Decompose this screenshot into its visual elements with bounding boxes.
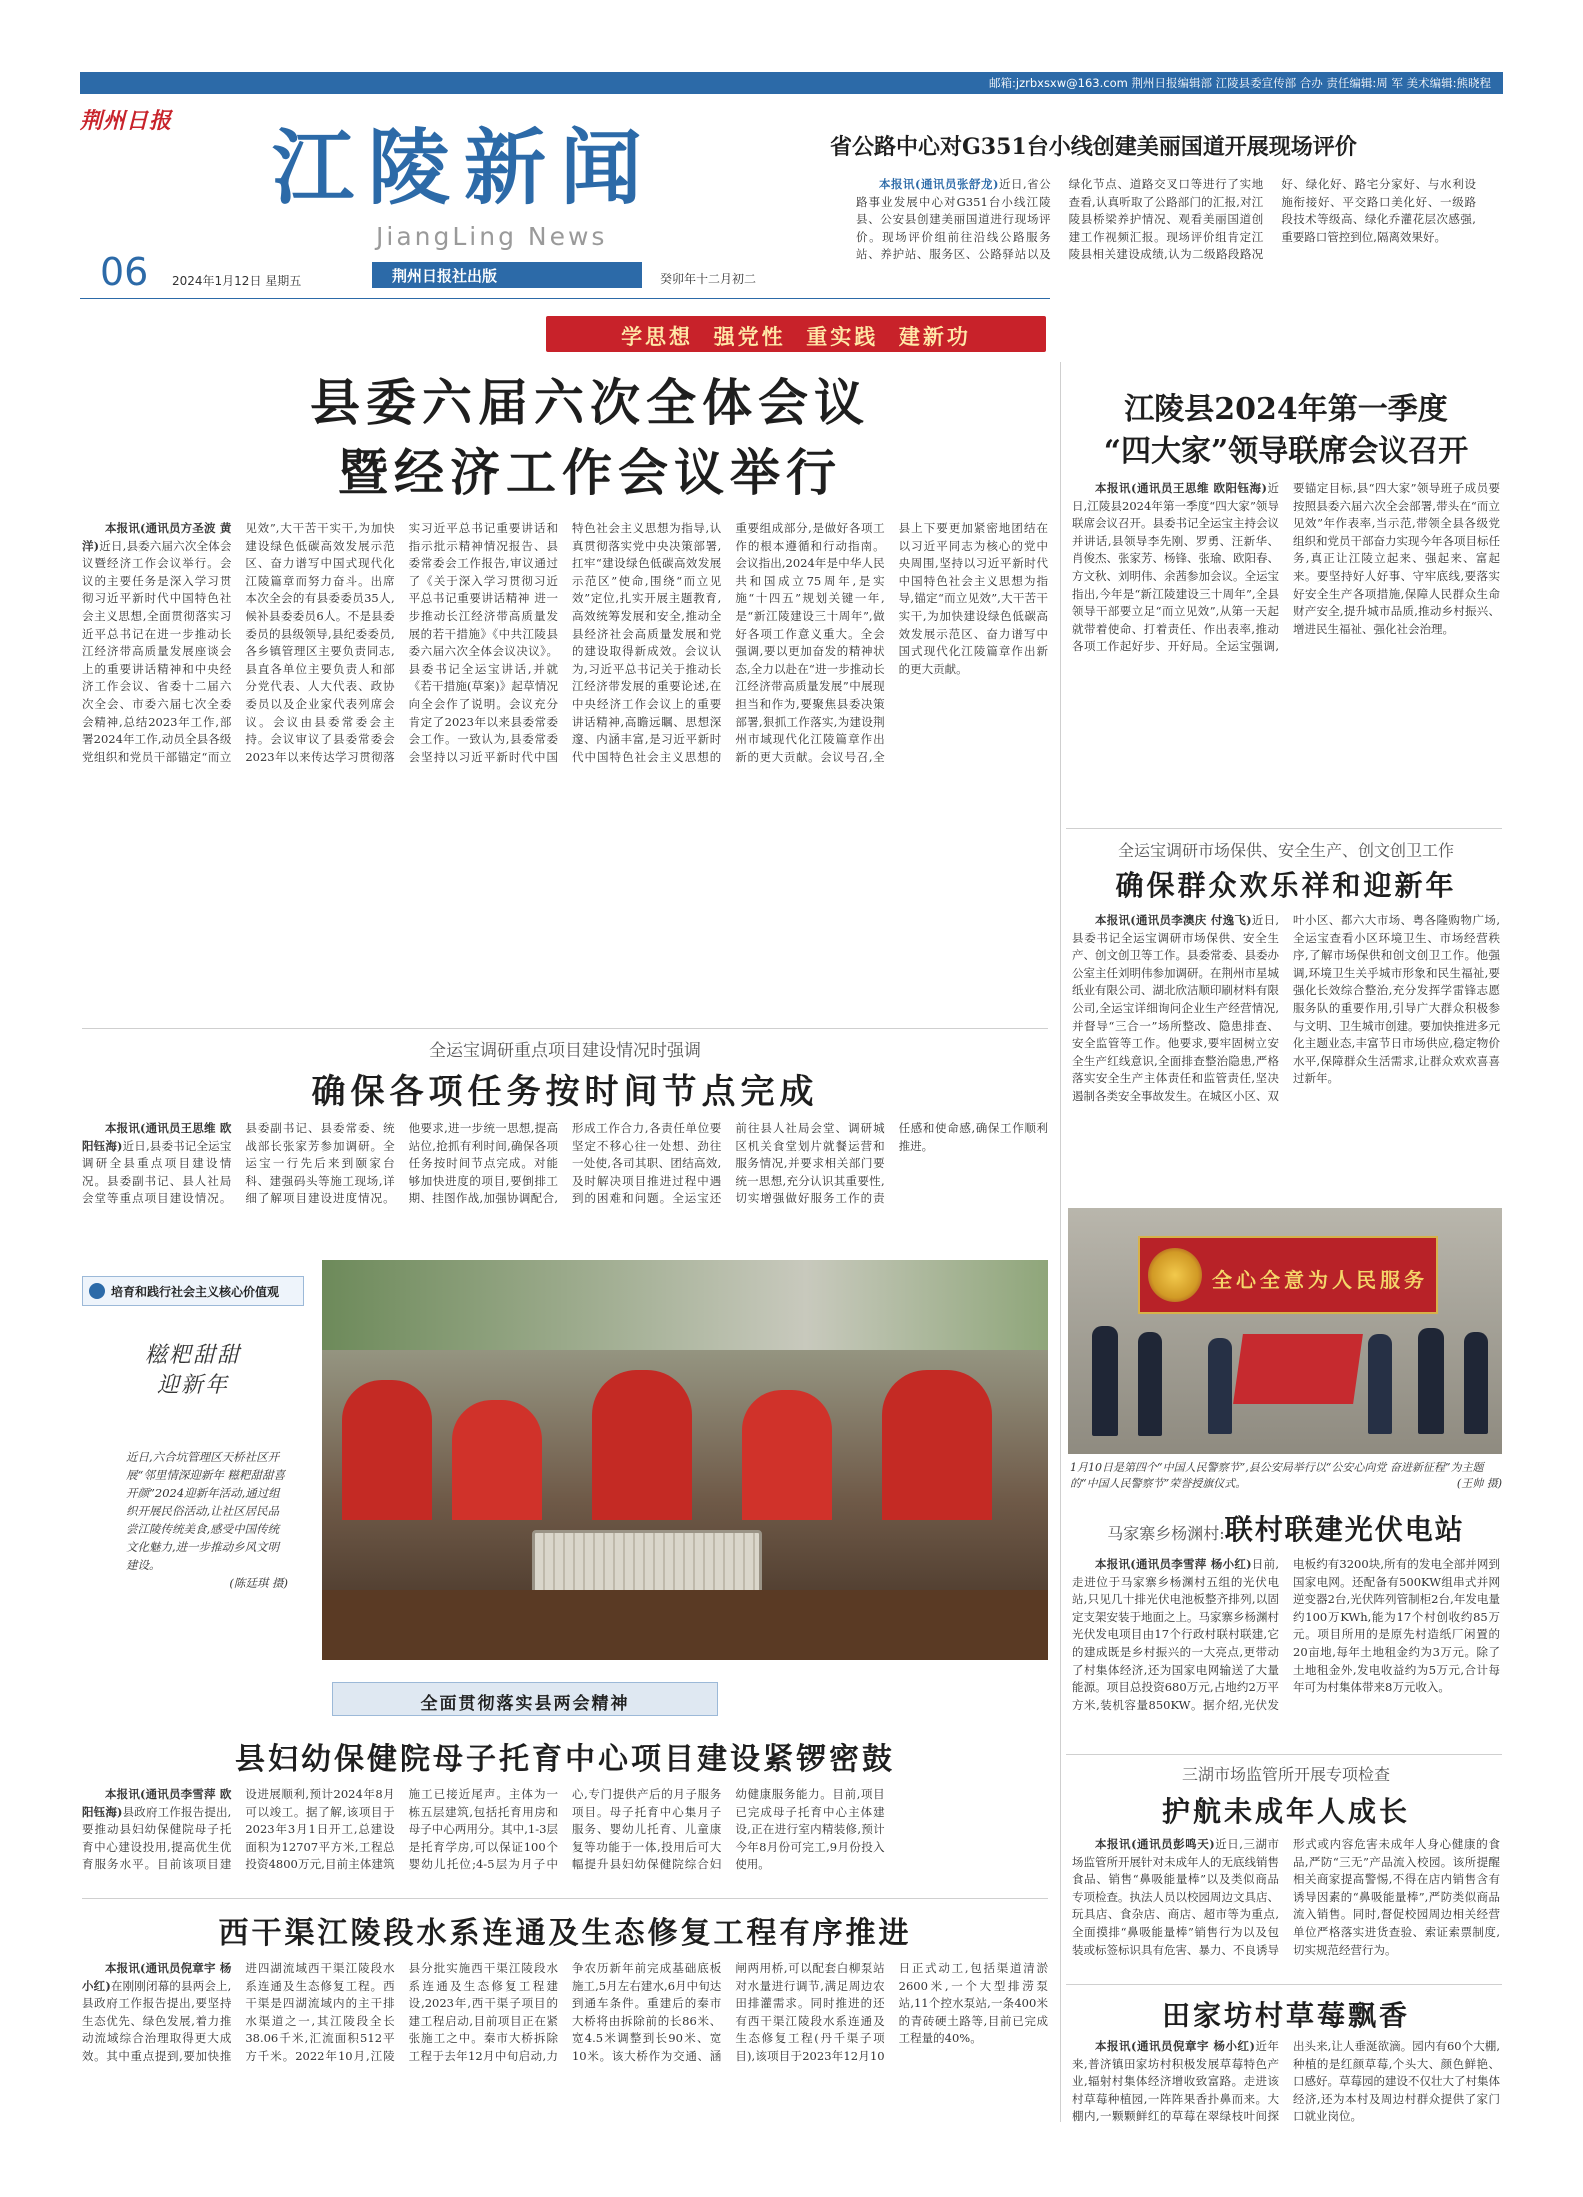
solar-text: 日前,走进位于马家寨乡杨渊村五组的光伏电站,只见几十排光伏电池板整齐排列,以固定支架安装于地面之上。马家寨乡杨渊村光伏发电项目由17个行政村联村联建,它的建成既是乡村振兴的一大亮点,更带动了村集体经济,还为国家电网输送了大量能源。项目总投资680万元,占地约2万平方米,装机容量850KW。据介绍,光伏发电板约有3200块,所有的发电全部并网到国家电网。还配备有500KW组串式并网逆变器2台,光伏阵列管制柜2台,年发电量约100万KWh,能为17个村创收约85万元。项目所用的是原先村造纸厂闲置的20亩地,每年土地租金约为3万元。除了土地租金外,发电收益约为5万元,合计每年可为村集体带来8万元收入。 <box>1072 1557 1500 1712</box>
volunteer-4 <box>742 1390 832 1520</box>
theme-banner <box>546 316 1046 352</box>
right-lead-title-line1: 江陵县2024年第一季度 <box>1124 392 1448 427</box>
key-projects-text: 近日,县委书记全运宝调研全县重点项目建设情况。县委副书记、县人社局会堂等重点项目建设情况。县委副书记、县委常委、统战部长张家芳参加调研。全运宝一行先后来到颐家台科、建强码头等施工现场,详细了解项目建设进度情况。他要求,进一步统一思想,提高站位,抢抓有利时间,确保各项任务按时间节点完成。对能够加快进度的项目,要倒排工期、挂图作战,加强协调配合,形成工作合力,各责任单位要坚定不移心往一处想、劲往一处使,各司其职、团结高效,及时解决项目推进过程中遇到的困难和问题。全运宝还前往县人社局会堂、调研城区机关食堂划片就餐运营和服务情况,并要求相关部门要统一思想,充分认识其重要性,切实增强做好服务工作的责任感和使命感,确保工作顺利推进。 <box>82 1121 1048 1206</box>
maternal-text: 县政府工作报告提出,要推动县妇幼保健院母子托育中心建设投用,提高优生优育服务水平。目前该项目建设进展顺利,预计2024年8月可以竣工。据了解,该项目于2023年3月1日开工,总建设面积为12707平方米,工程总投资4800万元,目前主体建筑施工已接近尾声。主体为一栋五层建筑,包括托育用房和母子中心两用分。其中,1-3层是托育学房,可以保证100个婴幼儿托位;4-5层为月子中心,专门提供产后的月子服务项目。母子托育中心集月子服务、婴幼儿托育、儿童康复等功能于一体,投用后可大幅提升县妇幼保健院综合妇幼健康服务能力。目前,项目已完成母子托育中心主体建设,正在进行室内精装修,预计今年8月份可完工,9月份投入使用。 <box>82 1787 885 1872</box>
key-projects-body <box>82 1120 1048 1258</box>
police-caption-text: 1月10日是第四个“中国人民警察节”,县公安局举行以“公安心向党 奋进新征程”为主题的“中国人民警察节”荣誉授旗仪式。 <box>1070 1461 1484 1490</box>
key-projects-byline: 本报讯(通讯员王思维 欧阳钰海) <box>82 1121 232 1153</box>
solar-headline <box>1066 1508 1506 1548</box>
police-flag <box>1233 1334 1363 1404</box>
solar-byline: 本报讯(通讯员李雪萍 杨小红) <box>1095 1557 1252 1571</box>
values-caption-credit: (陈廷琪 摄) <box>229 1576 288 1590</box>
strawberry-text: 近年来,普济镇田家坊村积极发展草莓特色产业,辐射村集体经济增收致富路。走进该村草莓种植园,一阵阵果香扑鼻而来。大棚内,一颗颗鲜红的草莓在翠绿枝叶间探出头来,让人垂涎欲滴。园内有60个大棚,种植的是红颜草莓,个头大、颜色鲜艳、口感好。草莓园的建设不仅壮大了村集体经济,还为本村及周边村群众提供了家门口就业岗位。 <box>1072 2039 1500 2124</box>
values-title-line2: 迎新年 <box>156 1373 229 1398</box>
police-officer-3 <box>1208 1338 1232 1434</box>
volunteer-5 <box>882 1370 992 1520</box>
volunteer-group <box>322 1350 1048 1520</box>
publisher-bar <box>372 262 642 288</box>
masthead-rule <box>80 298 1050 299</box>
issue-date: 2024年1月12日 星期五 <box>172 274 302 288</box>
festival-body <box>1072 912 1500 1204</box>
page-number: 06 <box>100 250 149 294</box>
divider-strawberry <box>1066 1984 1502 1985</box>
volunteer-1 <box>342 1380 432 1520</box>
solar-body <box>1072 1556 1500 1746</box>
wooden-table <box>322 1590 1048 1660</box>
top-article-title: 省公路中心对G351台小线创建美丽国道开展现场评价 <box>830 134 1357 160</box>
core-values-tag <box>82 1276 304 1306</box>
values-caption-text: 近日,六合坑管理区天桥社区开展“邻里情深迎新年 糍粑甜甜喜开颜”2024迎新年活动,通过组织开展民俗活动,让社区居民品尝江陵传统美食,感受中国传统文化魅力,进一步推动乡风文明建设。 <box>126 1450 286 1572</box>
kids-title: 护航未成年人成长 <box>1161 1795 1410 1828</box>
police-caption-credit: (王帅 摄) <box>1456 1477 1502 1490</box>
core-values-tag-text: 培育和践行社会主义核心价值观 <box>111 1285 280 1299</box>
divider-canal <box>82 1898 1048 1899</box>
kids-byline: 本报讯(通讯员彭鸣天) <box>1095 1837 1215 1851</box>
divider-key-projects <box>82 1028 1048 1029</box>
page-title-english: JiangLing News <box>376 222 608 251</box>
top-info-text: 邮箱:jzrbxsxw@163.com 荆州日报编辑部 江陵县委宣传部 合办 责任编辑:周 军 美术编辑:熊晓程 <box>989 76 1491 90</box>
solar-kicker: 马家寨乡杨渊村: <box>1107 1524 1225 1543</box>
theme-banner-text: 学思想 强党性 重实践 建新功 <box>621 324 971 349</box>
right-lead-title-line2: “四大家”领导联席会议召开 <box>1103 434 1469 469</box>
police-officer-5 <box>1418 1328 1444 1434</box>
police-emblem-icon <box>1148 1248 1202 1302</box>
paper-logo: 荆州日报 <box>80 108 173 134</box>
rice-cake-photo <box>322 1260 1048 1660</box>
core-values-box <box>82 1272 304 1652</box>
festival-text: 近日,县委书记全运宝调研市场保供、安全生产、创文创卫等工作。县委常委、县委办公室主任刘明伟参加调研。在荆州市星城纸业有限公司、湖北欣洁顺印刷材料有限公司,全运宝详细询问企业生产经营情况,并督导“三合一”场所整改、隐患排查、安全监管等工作。他要求,要牢固树立安全生产红线意识,全面排查整治隐患,严格落实安全生产主体责任和监管责任,坚决遏制各类安全事故发生。在城区小区、双叶小区、都六大市场、粤各隆购物广场,全运宝查看小区环境卫生、市场经营秩序,了解市场保供和创文创卫工作。他强调,环境卫生关乎城市形象和民生福祉,要强化长效综合整治,充分发挥学雷锋志愿服务队的重要作用,引导广大群众积极参与文明、卫生城市创建。要加快推进多元化主题业态,丰富节日市场供应,稳定物价水平,保障群众生活需求,让群众欢欢喜喜过新年。 <box>1072 913 1500 1103</box>
police-banner-text: 全心全意为人民服务 <box>1212 1268 1428 1292</box>
photo-background-trees <box>322 1260 1048 1350</box>
publisher-label: 荆州日报社出版 <box>392 267 498 285</box>
lead-text: 近日,县委六届六次全体会议暨经济工作会议举行。会议的主要任务是深入学习贯彻习近平新时代中国特色社会主义思想,全面贯彻落实习近平总书记在进一步推动长江经济带高质量发展座谈会上的重要讲话精神和中央经济工作会议、省委十二届六次全会、市委六届七次全委会精神,总结2023年工作,部署2024年工作,动员全县各级党组织和党员干部锚定“而立见效”,大干苦干实干,为加快建设绿色低碳高效发展示范区、奋力谱写中国式现代化江陵篇章而努力奋斗。出席本次全会的有县委委员35人,候补县委委员6人。不是县委委员的县级领导,县纪委委员,各乡镇管理区主要负责同志,县直各单位主要负责人和部分党代表、人大代表、政协委员以及企业家代表列席会议。会议由县委常委会主持。会议审议了县委常委会2023年以来传达学习贯彻落实习近平总书记重要讲话和指示批示精神情况报告、县委常委会工作报告,审议通过了《关于深入学习贯彻习近平总书记重要讲话精神 进一步推动长江经济带高质量发展的若干措施》《中共江陵县委六届六次全体会议决议》。县委书记全运宝讲话,并就《若干措施(草案)》起草情况向全会作了说明。会议充分肯定了2023年以来县委常委会工作。一致认为,县委常委会坚持以习近平新时代中国特色社会主义思想为指导,认真贯彻落实党中央决策部署,扛牢“建设绿色低碳高效发展示范区”使命,围绕“而立见效”定位,扎实开展主题教育,高效统筹发展和安全,推动全县经济社会高质量发展和党的建设取得新成效。会议认为,习近平总书记关于推动长江经济带发展的重要论述,在中央经济工作会议上的重要讲话精神,高瞻远瞩、思想深邃、内涵丰富,是习近平新时代中国特色社会主义思想的重要组成部分,是做好各项工作的根本遵循和行动指南。会议指出,2024年是中华人民共和国成立75周年,是实施“十四五”规划关键一年,是“新江陵建设三十周年”,做好各项工作意义重大。全会强调,要以更加奋发的精神状态,全力以赴在“进一步推动长江经济带高质量发展”中展现担当和作为,要聚焦县委决策部署,狠抓工作落实,为建设荆州市域现代化江陵篇章作出新的更大贡献。会议号召,全县上下要更加紧密地团结在以习近平同志为核心的党中央周围,坚持以习近平新时代中国特色社会主义思想为指导,锚定“而立见效”,大干苦干实干,为加快建设绿色低碳高效发展示范区、奋力谱写中国式现代化江陵篇章作出新的更大贡献。 <box>82 521 1048 764</box>
strawberry-title: 田家坊村草莓飘香 <box>1161 1999 1410 2032</box>
maternal-byline: 本报讯(通讯员李雪萍 欧阳钰海) <box>82 1787 232 1819</box>
festival-title: 确保群众欢乐祥和迎新年 <box>1115 869 1457 902</box>
values-caption <box>126 1448 288 1592</box>
key-projects-kicker: 全运宝调研重点项目建设情况时强调 <box>429 1041 701 1061</box>
canal-title: 西干渠江陵段水系连通及生态修复工程有序推进 <box>218 1916 912 1951</box>
strawberry-byline: 本报讯(通讯员倪章宇 杨小红) <box>1095 2039 1255 2053</box>
divider-festival <box>1066 828 1502 829</box>
right-lead-body <box>1072 480 1500 844</box>
top-article-text: 近日,省公路事业发展中心对G351台小线江陵县、公安县创建美丽国道进行现场评价。现场评价组前往沿线公路服务站、养护站、服务区、公路驿站以及绿化节点、道路交叉口等进行了实地查看,认真听取了公路部门的汇报,对江陵县桥梁养护情况、观看美丽国道创建工作视频汇报。现场评价组肯定江陵县相关建设成绩,认为二级路段路况好、绿化好、路宅分家好、与水利设施衔接好、平交路口美化好、一级路段技术等级高、绿化乔灌花层次感强,重要路口管控到位,隔离效果好。 <box>856 177 1476 262</box>
festival-kicker: 全运宝调研市场保供、安全生产、创文创卫工作 <box>1117 841 1454 860</box>
canal-text: 在刚刚闭幕的县两会上,县政府工作报告提出,要坚持生态优先、绿色发展,着力推动流域综合治理取得更大成效。其中重点提到,要加快推进四湖流域西干渠江陵段水系连通及生态修复工程。西干渠是四湖流域内的主干排水渠道之一,其江陵段全长38.06千米,汇流面积512平方千米。2022年10月,江陵县分批实施西干渠江陵段水系连通及生态修复工程建设,2023年,西干渠子项目的建工程启动,目前项目正在紧张施工之中。秦市大桥拆除工程于去年12月中旬启动,力争农历新年前完成基础底板施工,5月左右建水,6月中旬达到通车条件。重建后的秦市大桥将由拆除前的长86米、宽4.5米调整到长90米、宽10米。该大桥作为交通、涵闸两用桥,可以配套白柳泵站对水量进行调节,满足周边农田排灌需求。同时推进的还有西干渠江陵段水系连通及生态修复工程(丹千渠子项目),该项目于2023年12月10日正式动工,包括渠道清淤2600米,一个大型排涝泵站,11个控水泵站,一条400米的青砖硬土路等,目前已完成工程量的40%。 <box>82 1961 1048 2063</box>
top-info-bar <box>80 72 1503 94</box>
strawberry-body <box>1072 2038 1500 2158</box>
kids-body <box>1072 1836 1500 1978</box>
top-article-body <box>856 176 1476 280</box>
police-ceremony-photo <box>1068 1208 1502 1454</box>
lunar-date: 癸卯年十二月初二 <box>660 272 757 286</box>
volunteer-3 <box>592 1370 692 1520</box>
police-officer-4 <box>1368 1334 1392 1434</box>
values-title-line1: 糍粑甜甜 <box>144 1343 241 1368</box>
police-officer-6 <box>1464 1332 1488 1434</box>
canal-byline: 本报讯(通讯员倪章宇 杨小红) <box>82 1961 232 1993</box>
canal-body <box>82 1960 1048 2156</box>
police-photo-caption <box>1070 1460 1502 1492</box>
festival-byline: 本报讯(通讯员李澳庆 付逸飞) <box>1095 913 1252 927</box>
page-title: 江陵新闻 <box>272 120 657 216</box>
two-sessions-banner <box>332 1682 718 1716</box>
top-article-byline: 本报讯(通讯员张舒龙) <box>879 177 999 191</box>
key-projects-title: 确保各项任务按时间节点完成 <box>311 1072 819 1112</box>
maternal-body <box>82 1786 1048 1890</box>
core-values-tag-icon <box>89 1283 105 1299</box>
maternal-title: 县妇幼保健院母子托育中心项目建设紧锣密鼓 <box>235 1742 895 1777</box>
solar-title: 联村联建光伏电站 <box>1224 1513 1465 1546</box>
police-banner-backdrop <box>1138 1236 1438 1314</box>
lead-byline: 本报讯(通讯员方圣波 黄洋) <box>82 521 232 553</box>
police-officer-1 <box>1092 1326 1118 1436</box>
kids-text: 近日,三湖市场监管所开展针对未成年人的无底线销售食品、销售“鼻吸能量棒”以及类似商品专项检查。执法人员以校园周边文具店、玩具店、食杂店、商店、超市等为重点,全面摸排“鼻吸能量棒”销售行为以及包装或标签标识具有危害、暴力、不良诱导形式或内容危害未成年人身心健康的食品,严防“三无”产品流入校园。该所提醒相关商家提高警惕,不得在店内销售含有诱导因素的“鼻吸能量棒”,严防类似商品流入销售。同时,督促校园周边相关经营单位严格落实进货查验、索证索票制度,切实规范经营行为。 <box>1072 1837 1500 1957</box>
lead-title-line2: 暨经济工作会议举行 <box>338 443 842 502</box>
right-lead-byline: 本报讯(通讯员王思维 欧阳钰海) <box>1095 481 1267 495</box>
lead-title-line1: 县委六届六次全体会议 <box>310 373 870 432</box>
divider-kids <box>1066 1754 1502 1755</box>
kids-kicker: 三湖市场监管所开展专项检查 <box>1181 1765 1390 1784</box>
column-divider-right <box>1060 362 1061 2122</box>
volunteer-2 <box>452 1400 542 1520</box>
police-officer-2 <box>1138 1332 1162 1436</box>
two-sessions-banner-text: 全面贯彻落实县两会精神 <box>420 1694 630 1714</box>
lead-article-body <box>82 520 1048 1020</box>
right-lead-text: 近日,江陵县2024年第一季度“四大家”领导联席会议召开。县委书记全运宝主持会议并讲话,县领导李先刚、罗勇、汪新华、肖俊杰、张家芳、杨锋、张瑜、欧阳春、方文秋、刘明伟、余茜参加会议。全运宝指出,今年是“新江陵建设三十周年”,全县领导干部要立足“而立见效”,从第一天起就带着使命、打着责任、作出表率,推动各项工作起好步、开好局。全运宝强调,要锚定目标,县“四大家”领导班子成员要按照县委六届六次全会部署,带头在“而立见效”年作表率,当示范,带领全县各级党组织和党员干部奋力实现今年各项目标任务,真正让江陵立起来、强起来、富起来。要坚持好人好事、守牢底线,要落实好安全生产各项措施,保障人民群众生命财产安全,提升城市品质,推动乡村振兴、增进民生福祉、强化社会治理。 <box>1072 481 1500 654</box>
